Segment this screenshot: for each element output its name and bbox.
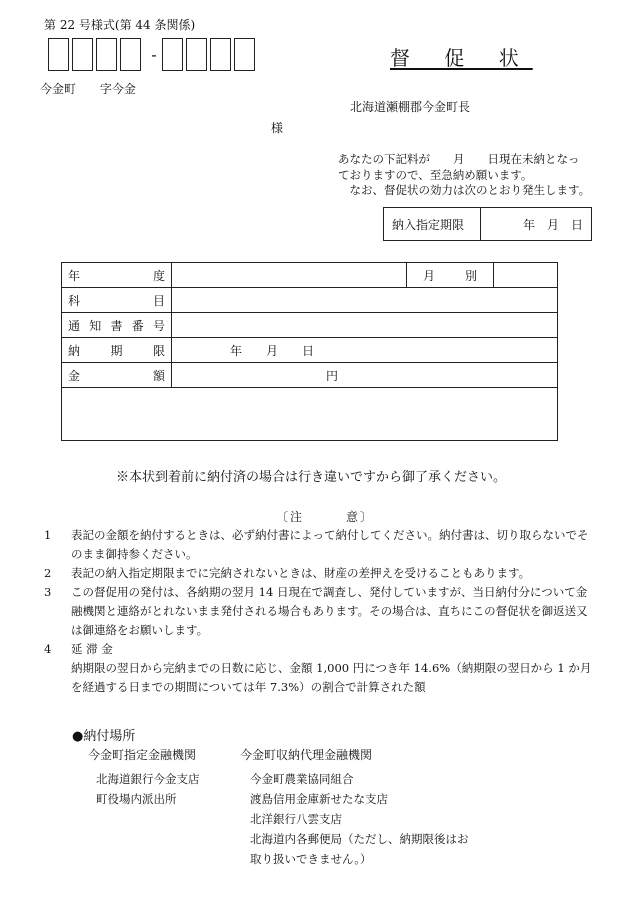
recipient-district: 字今金 bbox=[99, 82, 136, 96]
note-4-detail: 納期限の翌日から完納までの日数に応じ、金額 1,000 円につき年 14.6%（納期限の翌日から 1 か月を経過する日までの期間については年 7.3%）の割合で計算された額 bbox=[71, 661, 592, 694]
agent-institutions bbox=[240, 746, 469, 869]
note-text: 表記の納入指定期限までに完納されないときは、財産の差押えを受けることもあります。 bbox=[71, 566, 531, 580]
deadline-label bbox=[68, 342, 165, 359]
subject-label bbox=[68, 292, 165, 309]
form-number: 第 22 号様式(第 44 条関係) bbox=[44, 18, 196, 32]
deadline-value[interactable]: 年 月 日 bbox=[172, 338, 558, 363]
main-table bbox=[61, 262, 558, 441]
code-box[interactable] bbox=[186, 38, 207, 71]
amount-label-cell bbox=[62, 363, 172, 388]
month-label bbox=[413, 267, 487, 284]
remarks-cell[interactable] bbox=[62, 388, 558, 441]
note-item bbox=[44, 564, 596, 583]
label-char: 度 bbox=[152, 268, 165, 283]
year-label bbox=[68, 267, 165, 284]
subject-value[interactable] bbox=[172, 288, 558, 313]
issuer: 北海道瀬棚郡今金町長 bbox=[350, 100, 471, 114]
label-char: 年 bbox=[68, 268, 81, 283]
label-char: 通 bbox=[68, 318, 81, 333]
note-number: 1 bbox=[44, 528, 52, 542]
designated-item: 北海道銀行今金支店 bbox=[96, 772, 200, 786]
note-text: 表記の金額を納付するときは、必ず納付書によって納付してください。納付書は、切り取らないでそのまま御持参ください。 bbox=[71, 528, 589, 561]
period-value[interactable]: 年 月 日 bbox=[481, 208, 592, 241]
agent-item: 北洋銀行八雲支店 bbox=[250, 812, 342, 826]
month-label-cell bbox=[407, 263, 494, 288]
label-char: 額 bbox=[152, 368, 165, 383]
period-table bbox=[383, 207, 592, 241]
note-number: 4 bbox=[44, 642, 52, 656]
year-value[interactable] bbox=[172, 263, 407, 288]
notice-line: ※本状到着前に納付済の場合は行き違いですから御了承ください。 bbox=[116, 470, 507, 485]
month-value[interactable] bbox=[494, 263, 558, 288]
label-char: 期 bbox=[110, 343, 123, 358]
period-label: 納入指定期限 bbox=[384, 208, 481, 241]
note-item bbox=[44, 640, 596, 659]
note-text: この督促用の発付は、各納期の翌月 14 日現在で調査し、発付していますが、当日納付分について金融機関と連絡がとれないまま発付される場合もあります。その場合は、直ちにこの督促状を御返送又は御連絡をお願いします。 bbox=[71, 585, 588, 637]
code-box[interactable] bbox=[96, 38, 117, 71]
note-item bbox=[44, 659, 596, 697]
code-box[interactable] bbox=[210, 38, 231, 71]
label-char: 納 bbox=[68, 343, 81, 358]
code-box[interactable] bbox=[234, 38, 255, 71]
payment-places-title: ●納付場所 bbox=[72, 729, 136, 744]
body-text bbox=[338, 152, 590, 199]
agents-heading: 今金町収納代理金融機関 bbox=[240, 748, 373, 762]
agent-item: 今金町農業協同組合 bbox=[250, 772, 354, 786]
label-char: 書 bbox=[110, 318, 123, 333]
recipient-address bbox=[40, 80, 156, 97]
note-number: 2 bbox=[44, 566, 52, 580]
note-text: 延 滞 金 bbox=[71, 642, 113, 656]
recipient-town: 今金町 bbox=[40, 82, 77, 96]
designated-heading: 今金町指定金融機関 bbox=[88, 748, 197, 762]
label-char: 限 bbox=[152, 343, 165, 358]
amount-label bbox=[68, 367, 165, 384]
code-dash: - bbox=[151, 45, 157, 64]
notice-number-label bbox=[68, 317, 165, 334]
body-line: なお、督促状の効力は次のとおり発生します。 bbox=[338, 183, 591, 197]
label-char: 別 bbox=[464, 268, 477, 283]
body-line: ておりますので、至急納め願います。 bbox=[338, 167, 533, 182]
year-label-cell bbox=[62, 263, 172, 288]
code-box[interactable] bbox=[120, 38, 141, 71]
agent-item: 北海道内各郵便局（ただし、納期限後はお bbox=[250, 832, 469, 846]
label-char: 金 bbox=[68, 368, 81, 383]
note-number: 3 bbox=[44, 585, 52, 599]
code-boxes bbox=[48, 38, 258, 71]
deadline-label-cell bbox=[62, 338, 172, 363]
notice-number-value[interactable] bbox=[172, 313, 558, 338]
code-box[interactable] bbox=[72, 38, 93, 71]
code-box[interactable] bbox=[162, 38, 183, 71]
agent-item: 渡島信用金庫新せたな支店 bbox=[250, 792, 388, 806]
body-line: あなたの下記料が 月 日現在未納となっ bbox=[338, 152, 580, 166]
label-char: 知 bbox=[89, 318, 102, 333]
code-box[interactable] bbox=[48, 38, 69, 71]
notice-number-label-cell bbox=[62, 313, 172, 338]
note-item bbox=[44, 583, 596, 640]
amount-value[interactable]: 円 bbox=[172, 363, 558, 388]
notes-title: 〔注 意〕 bbox=[276, 510, 375, 524]
note-item bbox=[44, 526, 596, 564]
subject-label-cell bbox=[62, 288, 172, 313]
recipient-honorific: 様 bbox=[271, 121, 284, 135]
notes-list bbox=[44, 526, 596, 697]
document-title: 督 促 状 bbox=[390, 46, 533, 70]
designated-institutions bbox=[88, 746, 200, 809]
agent-item: 取り扱いできません。） bbox=[250, 852, 372, 866]
label-char: 目 bbox=[152, 293, 165, 308]
label-char: 科 bbox=[68, 293, 81, 308]
designated-item: 町役場内派出所 bbox=[96, 792, 177, 806]
label-char: 番 bbox=[131, 318, 144, 333]
label-char: 号 bbox=[152, 318, 165, 333]
note-number-blank bbox=[44, 659, 71, 697]
label-char: 月 bbox=[423, 268, 436, 283]
